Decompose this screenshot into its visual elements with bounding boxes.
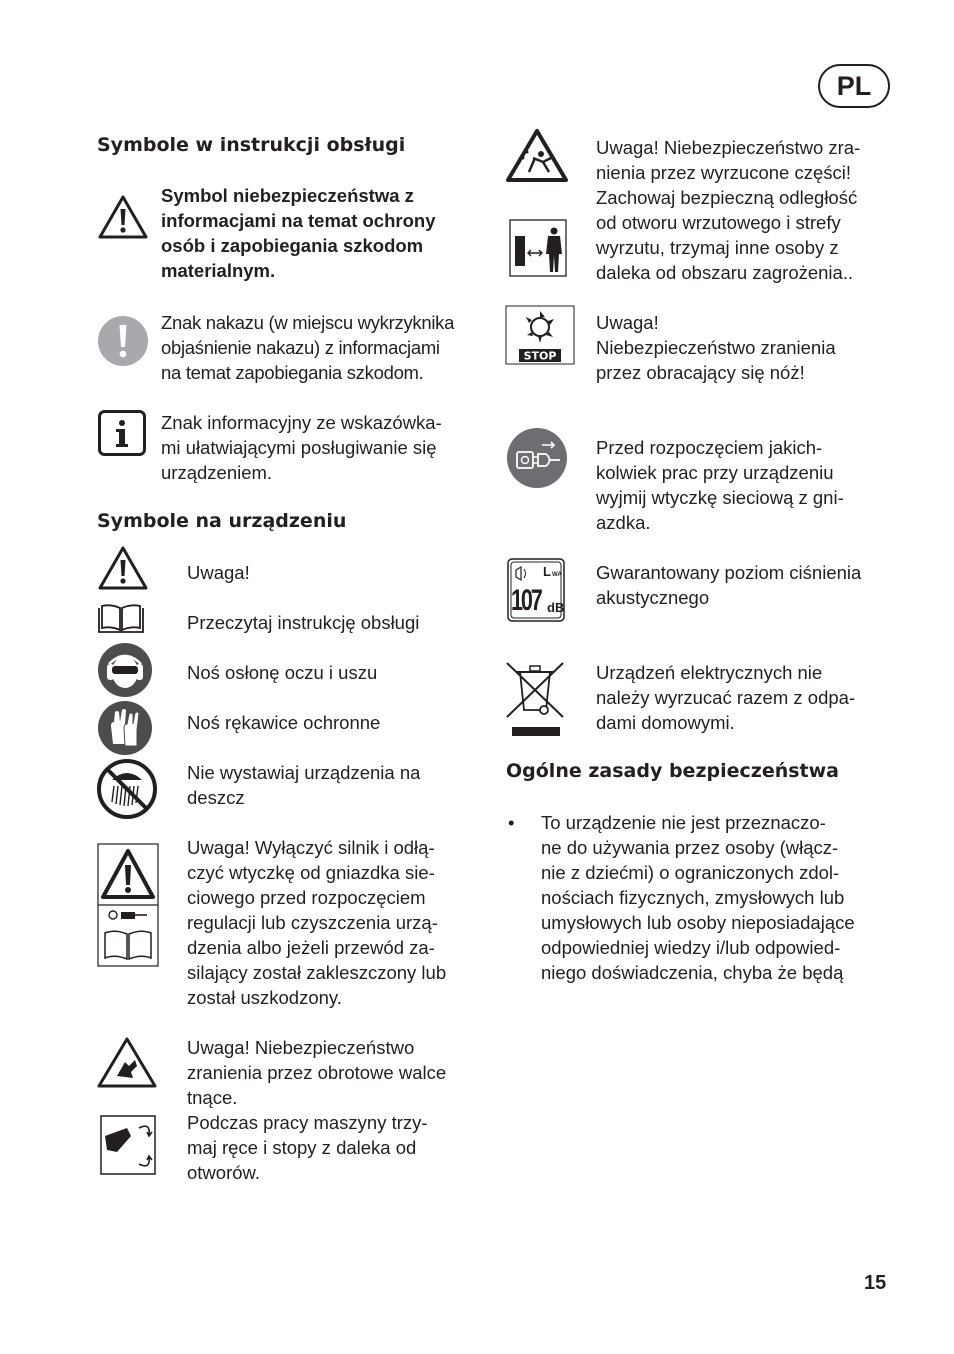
warning-triangle-icon: [97, 545, 149, 591]
device-symbol-text: Uwaga! Niebezpieczeństwo zranienia przez obracający się nóż!: [596, 312, 836, 383]
device-symbol-text: Noś osłonę oczu i uszu: [187, 662, 378, 683]
sound-level-value: 107: [511, 584, 541, 617]
thrown-objects-distance-icon: [505, 128, 569, 278]
sound-level-unit: dB: [547, 600, 565, 615]
device-symbol-text: Urządzeń elektrycznych nie należy wyrzucać razem z odpa- dami domowymi.: [596, 662, 856, 733]
rotating-blade-stop-icon: [505, 305, 575, 365]
heading-device-symbols: Symbole na urządzeniu: [97, 510, 347, 532]
bullet-text: To urządzenie nie jest przeznaczo- ne do używania przez osoby (włącz- nie z dziećmi) o ograniczonych zdol- nościach fizycznych, zmysłowych lub umysłowych lub osoby nieposiadające odpowiedniej wiedzy i/lub odpowied- niego doświadczenia, chyba że będą: [541, 812, 855, 983]
device-symbol-text: Przed rozpoczęciem jakich- kolwiek prac przy urządzeniu wyjmij wtyczkę sieciową z gni- azdka.: [596, 437, 844, 533]
warning-unplug-book-icon: [97, 843, 159, 967]
device-symbol-text: Uwaga! Niebezpieczeństwo zranienia przez obrotowe walce tnące. Podczas pracy maszyny trzy- maj ręce i stopy z daleka od otworów.: [187, 1037, 447, 1183]
mandatory-exclamation-icon: [97, 315, 149, 367]
manual-symbol-text: Znak informacyjny ze wskazówka- mi ułatwiającymi posługiwanie się urządzeniem.: [161, 412, 442, 483]
sound-level-sub: WA: [552, 572, 562, 578]
no-rain-icon: [96, 758, 158, 820]
device-symbol-text: Uwaga!: [187, 562, 250, 583]
rotating-rollers-hand-icon: [97, 1036, 159, 1178]
heading-general-safety: Ogólne zasady bezpieczeństwa: [506, 760, 840, 782]
device-symbol-text: Gwarantowany poziom ciśnienia akustycznego: [596, 562, 862, 608]
language-badge: PL: [818, 64, 890, 108]
warning-triangle-icon: [97, 194, 149, 240]
device-symbol-text: Przeczytaj instrukcję obsługi: [187, 612, 420, 633]
crossed-bin-icon: [504, 660, 566, 738]
device-symbol-text: Uwaga! Niebezpieczeństwo zra- nienia przez wyrzucone części! Zachowaj bezpieczną odległość od otworu wrzutowego i strefy wyrzutu, trzymaj inne osoby z daleka od obszaru zagrożenia..: [596, 137, 861, 283]
device-symbol-text: Noś rękawice ochronne: [187, 712, 381, 733]
sound-level-label: L: [543, 564, 551, 579]
info-icon: [98, 410, 146, 456]
bullet-marker: •: [508, 812, 515, 833]
unplug-icon: [506, 427, 568, 489]
heading-manual-symbols: Symbole w instrukcji obsługi: [97, 134, 406, 156]
eye-ear-protection-icon: [97, 642, 153, 698]
manual-symbol-text: Symbol niebezpieczeństwa z informacjami na temat ochrony osób i zapobiegania szkodom materialnym.: [161, 185, 436, 281]
read-manual-book-icon: [97, 604, 145, 634]
manual-symbol-text: Znak nakazu (w miejscu wykrzyknika objaśnienie nakazu) z informacjami na temat zapobiegania szkodom.: [161, 312, 455, 383]
gloves-icon: [97, 700, 153, 756]
device-symbol-text: Nie wystawiaj urządzenia na deszcz: [187, 762, 421, 808]
sound-level-badge: [507, 558, 565, 622]
page-number: 15: [864, 1272, 887, 1294]
device-symbol-text: Uwaga! Wyłączyć silnik i odłą- czyć wtyczkę od gniazdka sie- ciowego przed rozpoczęciem regulacji lub czyszczenia urzą- dzenia albo jeżeli przewód za- silający został zakleszczony lub został uszkodzony.: [187, 837, 447, 1008]
svg-text:STOP: STOP: [523, 349, 557, 363]
